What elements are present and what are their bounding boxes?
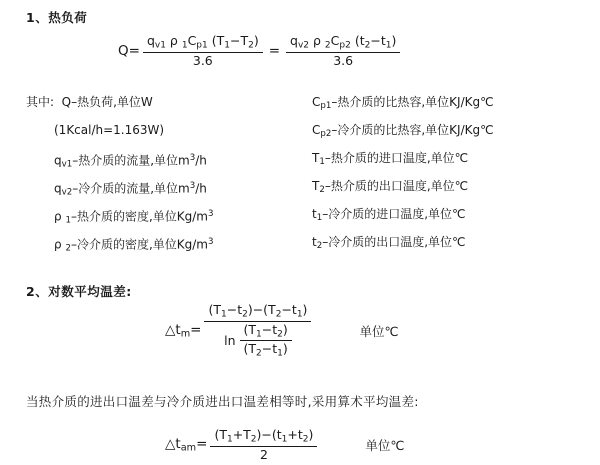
where-label: 其中: <box>26 95 55 109</box>
definitions-left <box>26 88 213 256</box>
definition-row: $q_{v1}-$热介质的流量,单位$m^3/h$ <box>54 153 207 170</box>
formula-amtd-unit: 单位℃ <box>365 437 405 453</box>
formula-lmtd-unit: 单位℃ <box>359 323 399 339</box>
definition-row: $C_{p1}-$热介质的比热容,单位KJ/Kg℃ <box>312 95 494 112</box>
formula-lmtd-denominator <box>220 322 296 359</box>
formula-amtd-denominator: 2 <box>259 446 268 462</box>
formula-amtd-lhs: $\triangle t_{am}=$ <box>165 436 208 454</box>
definition-kcal-note: (1Kcal/h=1.163W) <box>54 123 165 137</box>
section-1-number: 1、 <box>26 10 49 25</box>
definition-row: $T_2-$热介质的出口温度,单位℃ <box>312 179 469 196</box>
formula-lmtd-inner-fraction <box>240 323 292 359</box>
definition-row: ρ $_2$–冷介质的密度,单位$Kg/m^3$ <box>54 237 214 254</box>
formula-lmtd-ln-label: ln <box>224 332 236 348</box>
definition-row: $t_1-$冷介质的进口温度,单位℃ <box>312 207 466 224</box>
section-heading-2 <box>26 282 132 300</box>
formula-lmtd-numerator: $(T_1-t_2)-(T_2-t_1)$ <box>208 302 308 320</box>
definition-row: $T_1-$热介质的进口温度,单位℃ <box>312 151 469 168</box>
section-2-number: 2、 <box>26 284 49 299</box>
formula-heat-left-denominator: 3.6 <box>192 52 213 68</box>
section-heading-1 <box>26 8 87 26</box>
definitions-right <box>312 88 494 256</box>
definition-row: ρ $_1$–热介质的密度,单位$Kg/m^3$ <box>54 209 214 226</box>
definition-row: $q_{v2}-$冷介质的流量,单位$m^3/h$ <box>54 181 207 198</box>
formula-lmtd-fraction <box>204 303 311 359</box>
formula-heat-equals: = <box>268 42 281 59</box>
definition-row: $t_2-$冷介质的出口温度,单位℃ <box>312 235 466 252</box>
definition-row <box>26 116 213 144</box>
formula-amtd-fraction <box>210 428 317 462</box>
definition-row: 其中: Q–热负荷,单位W <box>26 95 153 109</box>
formula-heat-left-fraction <box>143 34 263 68</box>
formula-amtd-numerator: $(T_1+T_2)-(t_1+t_2)$ <box>214 427 314 445</box>
formula-heat-lhs: Q= <box>118 42 140 59</box>
formula-heat-right-fraction <box>286 34 400 68</box>
arithmetic-mean-note: 当热介质的进出口温差与冷介质进出口温差相等时,采用算术平均温差: <box>26 394 419 409</box>
definition-row: $C_{p2}-$冷介质的比热容,单位KJ/Kg℃ <box>312 123 494 140</box>
formula-lmtd-log <box>224 323 292 359</box>
formula-amtd <box>165 428 404 462</box>
formula-heat-left-numerator: $q_{v1}$ ρ $_1C_{p1}$ $(T_1-T_2)$ <box>146 33 259 51</box>
formula-heat-right-numerator: $q_{v2}$ ρ $_2C_{p2}$ $(t_2-t_1)$ <box>290 33 397 51</box>
formula-heat-right-denominator: 3.6 <box>333 52 354 68</box>
formula-lmtd <box>165 303 398 359</box>
formula-heat-load <box>118 34 400 68</box>
formula-lmtd-lhs: $\triangle t_m=$ <box>165 322 202 340</box>
section-2-title: 对数平均温差: <box>48 284 132 299</box>
formula-lmtd-inner-numerator: $(T_1-t_2)$ <box>243 321 288 339</box>
formula-lmtd-inner-denominator: $(T_2-t_1)$ <box>243 341 288 359</box>
section-1-title: 热负荷 <box>48 10 88 25</box>
